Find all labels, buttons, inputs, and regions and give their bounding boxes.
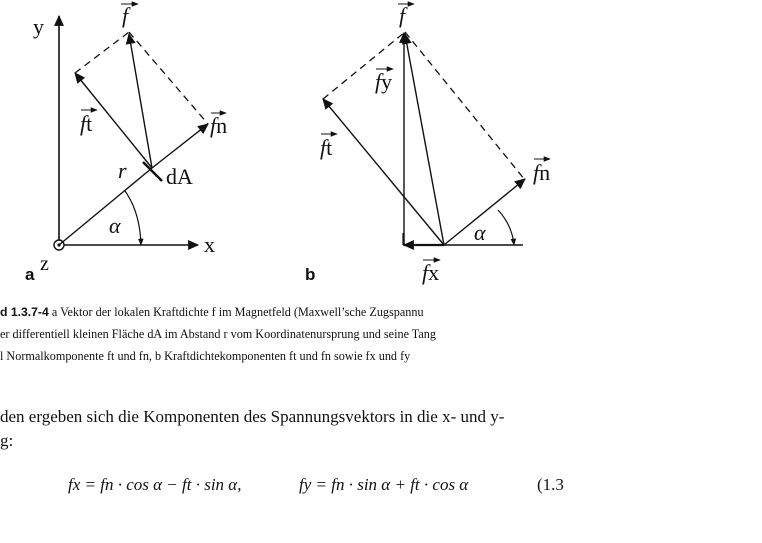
equation-number: (1.3 bbox=[537, 475, 564, 494]
vector-f-label-b: f bbox=[399, 3, 406, 28]
body-paragraph bbox=[0, 405, 560, 453]
vector-fn-a bbox=[152, 124, 208, 168]
body-line-1: den ergeben sich die Komponenten des Spannungsvektors in die x- und y- bbox=[0, 407, 505, 426]
equation-fy: fy = fn · sin α + ft · cos α bbox=[299, 475, 469, 494]
axis-y-label: y bbox=[33, 14, 44, 39]
vector-fx-label-b: fx bbox=[422, 260, 440, 285]
area-label: dA bbox=[166, 164, 193, 189]
vector-fn-label-a: fn bbox=[210, 113, 228, 138]
vector-fn-label-b: fn bbox=[533, 160, 551, 185]
vector-ft-label-a: ft bbox=[80, 111, 93, 136]
caption-line-1 bbox=[0, 301, 560, 323]
caption-figure-number: d 1.3.7-4 bbox=[0, 305, 49, 319]
figure-caption bbox=[0, 301, 560, 367]
vector-ft-label-b: ft bbox=[320, 135, 333, 160]
equation-fx: fx = fn · cos α − ft · sin α, bbox=[68, 475, 242, 494]
dashed-side bbox=[129, 32, 208, 124]
panel-a bbox=[25, 3, 227, 284]
dashed-side bbox=[75, 32, 129, 73]
angle-arc-alpha bbox=[498, 210, 514, 245]
area-element-dA bbox=[143, 162, 162, 181]
radius-r bbox=[59, 168, 152, 245]
caption-line-3: l Normalkomponente ft und fn, b Kraftdichtekomponenten ft und fn sowie fx und fy bbox=[0, 349, 411, 363]
angle-label-b: α bbox=[474, 220, 486, 245]
panel-b bbox=[305, 3, 550, 285]
angle-arc-alpha bbox=[125, 191, 141, 245]
equation bbox=[0, 475, 564, 501]
angle-label-a: α bbox=[109, 213, 121, 238]
dashed-side bbox=[405, 32, 525, 180]
vector-f-label-a: f bbox=[122, 3, 129, 28]
panel-b-label: b bbox=[305, 265, 316, 284]
body-line-2: g: bbox=[0, 431, 14, 450]
dashed-side bbox=[323, 32, 405, 99]
caption-line-2: er differentiell kleinen Fläche dA im Abstand r vom Koordinatenursprung und seine Tang bbox=[0, 327, 436, 341]
radius-label: r bbox=[118, 158, 127, 183]
panel-a-label: a bbox=[25, 265, 35, 284]
vector-ft-b bbox=[323, 99, 444, 245]
axis-z-label: z bbox=[40, 253, 49, 275]
axis-x-label: x bbox=[204, 232, 215, 257]
vector-fy-label-b: fy bbox=[375, 69, 393, 94]
caption-text: a Vektor der lokalen Kraftdichte f im Magnetfeld (Maxwell’sche Zugspannu bbox=[48, 305, 424, 319]
vector-f-b bbox=[405, 34, 444, 245]
